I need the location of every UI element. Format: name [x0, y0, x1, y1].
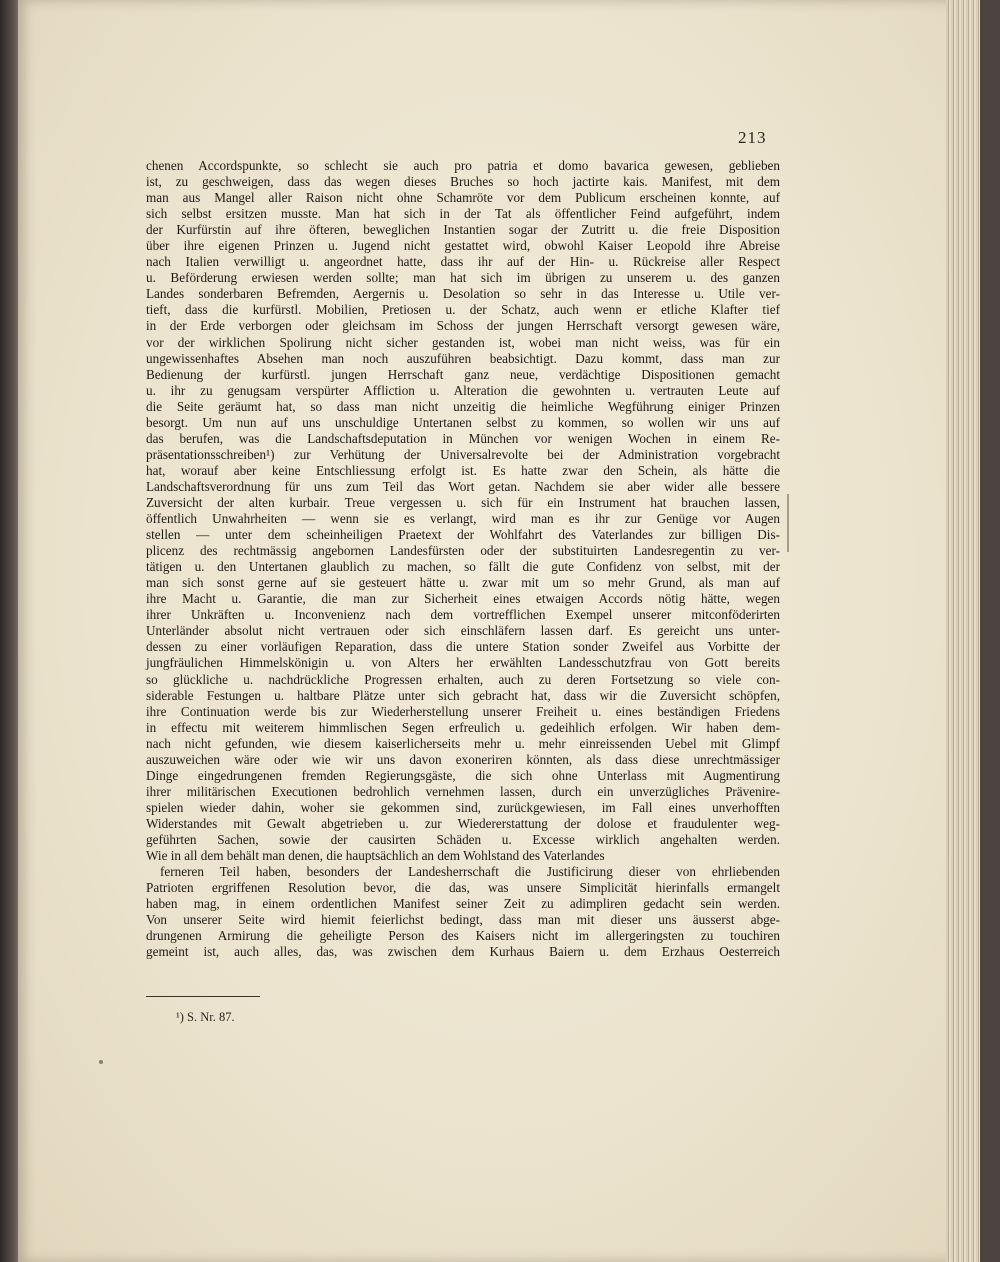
text-line: die Seite geräumt hat, so dass man nicht unzeitig die heimliche Wegführung einiger Prinzen — [146, 398, 780, 414]
body-text — [146, 158, 780, 976]
text-line: siderable Festungen u. haltbare Plätze unter sich gebracht hat, dass wir die Zuversicht schöpfen, — [146, 687, 780, 703]
text-line: auszuweichen wäre oder wie wir uns davon exoneriren könnten, als dass diese unrechtmässiger — [146, 751, 780, 767]
page-number: 213 — [738, 128, 767, 147]
text-line: man sich sonst gerne auf sie gesteuert hätte u. zwar mit um so mehr Grund, als man auf — [146, 575, 780, 591]
text-line: vor der wirklichen Spolirung nicht sicher gestanden ist, wobei man nicht weiss, was für ein — [146, 334, 780, 350]
text-line: dessen zu einer vorläufigen Reparation, dass die untere Station sonder Zweifel aus Vorbitte der — [146, 639, 780, 655]
text-line: Bedienung der kurfürstl. jungen Herrschaft ganz neue, verdächtige Dispositionen gemacht — [146, 366, 780, 382]
text-line: besorgt. Um nun auf uns unschuldige Untertanen selbst zu kommen, so wollen wir uns auf — [146, 414, 780, 430]
text-line: ihrer militärischen Executionen bedrohlich vernehmen lassen, durch ein unverzügliches Prävenire- — [146, 783, 780, 799]
text-line: Von unserer Seite wird hiemit feierlichst bedingt, dass man mit dieser uns äusserst abge- — [146, 912, 780, 928]
text-line: der Kurfürstin auf ihre öfteren, beweglichen Instantien sogar der Zutritt u. die freie Disposition — [146, 222, 780, 238]
text-line: tätigen u. den Untertanen glaublich zu machen, so fällt die gute Confidenz von selbst, mit der — [146, 559, 780, 575]
text-line: das berufen, was die Landschaftsdeputation in München vor wenigen Wochen in einem Re- — [146, 430, 780, 446]
text-line: chenen Accordspunkte, so schlecht sie auch pro patria et domo bavarica gewesen, geblieben — [146, 158, 780, 173]
text-line: Landschaftsverordnung für uns zum Teil das Wort getan. Nachdem sie aber wider alle bessere — [146, 478, 780, 494]
footnote: ¹) S. Nr. 87. — [176, 1010, 235, 1024]
margin-pencil-mark — [787, 494, 789, 552]
text-line: u. Beförderung erwiesen werden sollte; man hat sich im übrigen zu unserem u. des ganzen — [146, 270, 780, 286]
text-line: geführten Sachen, sowie der causirten Schäden u. Excesse wirklich angehalten werden. — [146, 831, 780, 847]
text-line: Wie in all dem behält man denen, die hauptsächlich an dem Wohlstand des Vaterlandes — [146, 848, 605, 864]
text-line: man aus Mangel aller Raison nicht ohne Schamröte vor dem Publicum erscheinen konnte, auf — [146, 190, 780, 206]
text-line: Landes sonderbaren Befremden, Aergernis u. Desolation so sehr in das Interesse u. Utile ver- — [146, 286, 780, 302]
text-line: tieft, dass die kurfürstl. Mobilien, Pretiosen u. der Schatz, auch wenn er etliche Klafter tief — [146, 302, 780, 318]
text-line: in effectu mit weiterem himmlischen Segen erfreulich u. gedeihlich erfolgen. Wir haben dem- — [146, 719, 780, 735]
text-line: jungfräulichen Himmelskönigin u. von Alters her erwählten Landesschutzfrau von Gott bereits — [146, 655, 780, 671]
text-line: haben mag, in einem ordentlichen Manifest seiner Zeit zu adimpliren gedacht sein werden. — [146, 896, 780, 912]
text-line: Unterländer absolut nicht vertrauen oder sich einschläfern lassen darf. Es gereicht uns unter- — [146, 623, 780, 639]
text-line: ihrer Unkräften u. Inconvenienz nach dem vortrefflichen Exempel unserer mitconföderirten — [146, 607, 780, 623]
text-line: über ihre eigenen Prinzen u. Jugend nicht gestattet wird, obwohl Kaiser Leopold ihre Abreise — [146, 238, 780, 254]
text-line: Patrioten ergriffenen Resolution bevor, die das, was unsere Simplicität hierinfalls ermangelt — [146, 880, 780, 896]
text-line: u. ihr zu genugsam verspürter Affliction u. Alteration die gewohnten u. vertrauten Leute auf — [146, 382, 780, 398]
text-line: ferneren Teil haben, besonders der Landesherrschaft die Justificirung dieser von ehrliebenden — [160, 864, 780, 880]
text-line: nach Italien verwilligt u. angeordnet hatte, dass ihr auf der Hin- u. Rückreise aller Respect — [146, 254, 780, 270]
text-line: ihre Macht u. Garantie, die man zur Sicherheit eines etwaigen Accords nötig hätte, wegen — [146, 591, 780, 607]
text-line: öffentlich Unwahrheiten — wenn sie es verlangt, wird man es ihr zur Genüge vor Augen — [146, 511, 780, 527]
page-edges — [946, 0, 980, 1262]
text-line: sich selbst ersitzen musste. Man hat sich in der Tat als öffentlicher Feind aufgeführt, indem — [146, 206, 780, 222]
text-line: stellen — unter dem scheinheiligen Praetext der Wohlfahrt des Vaterlandes zur billigen Dis- — [146, 527, 780, 543]
text-line: nach nicht gefunden, wie diesem kaiserlicherseits mehr u. mehr einreissenden Uebel mit Glimpf — [146, 735, 780, 751]
text-line: Widerstandes mit Gewalt abgetrieben u. zur Wiedererstattung der dolose et fraudulenter weg- — [146, 815, 780, 831]
text-line: in der Erde verborgen oder gleichsam im Schoss der jungen Herrschaft versorgt gewesen wäre, — [146, 318, 780, 334]
text-line: spielen wieder dahin, woher sie gekommen sind, zurückgewiesen, im Fall eines unverhofften — [146, 799, 780, 815]
text-line: so glückliche u. nachdrückliche Progressen erhalten, auch zu deren Fortsetzung so viele con- — [146, 671, 780, 687]
text-line: drungenen Armirung die geheiligte Person des Kaisers nicht im allergeringsten zu touchiren — [146, 928, 780, 944]
text-line: Zuversicht der alten kurbair. Treue vergessen u. sich für ein Instrument hat brauchen lassen, — [146, 494, 780, 510]
text-line: hat, worauf aber keine Entschliessung erfolgt ist. Es hatte zwar den Schein, als hätte die — [146, 462, 780, 478]
text-line: präsentationsschreiben¹) zur Verhütung der Universalrevolte bei der Administration vorgebracht — [146, 446, 780, 462]
show-through-text — [740, 986, 950, 1000]
footnote-rule — [146, 996, 260, 997]
text-line: Dinge eingedrungenen fremden Regierungsgäste, die sich ohne Unterlass mit Augmentirung — [146, 767, 780, 783]
text-line: ihre Continuation werde bis zur Wiederherstellung unserer Freiheit u. eines beständigen Friedens — [146, 703, 780, 719]
paper-speck — [99, 1060, 103, 1064]
text-line — [146, 960, 780, 976]
text-line: gemeint ist, auch alles, das, was zwischen dem Kurhaus Baiern u. dem Erzhaus Oesterreich — [146, 944, 780, 960]
text-line: plicenz des rechtmässig angebornen Landesfürsten oder der substituirten Landesregentin zu ver- — [146, 543, 780, 559]
text-line: ist, zu geschweigen, dass das wegen dieses Bruches so hoch jactirte kais. Manifest, mit dem — [146, 174, 780, 190]
text-line: ungewissenhaftes Absehen man noch auszuführen beabsichtigt. Dazu kommt, dass man zur — [146, 350, 780, 366]
